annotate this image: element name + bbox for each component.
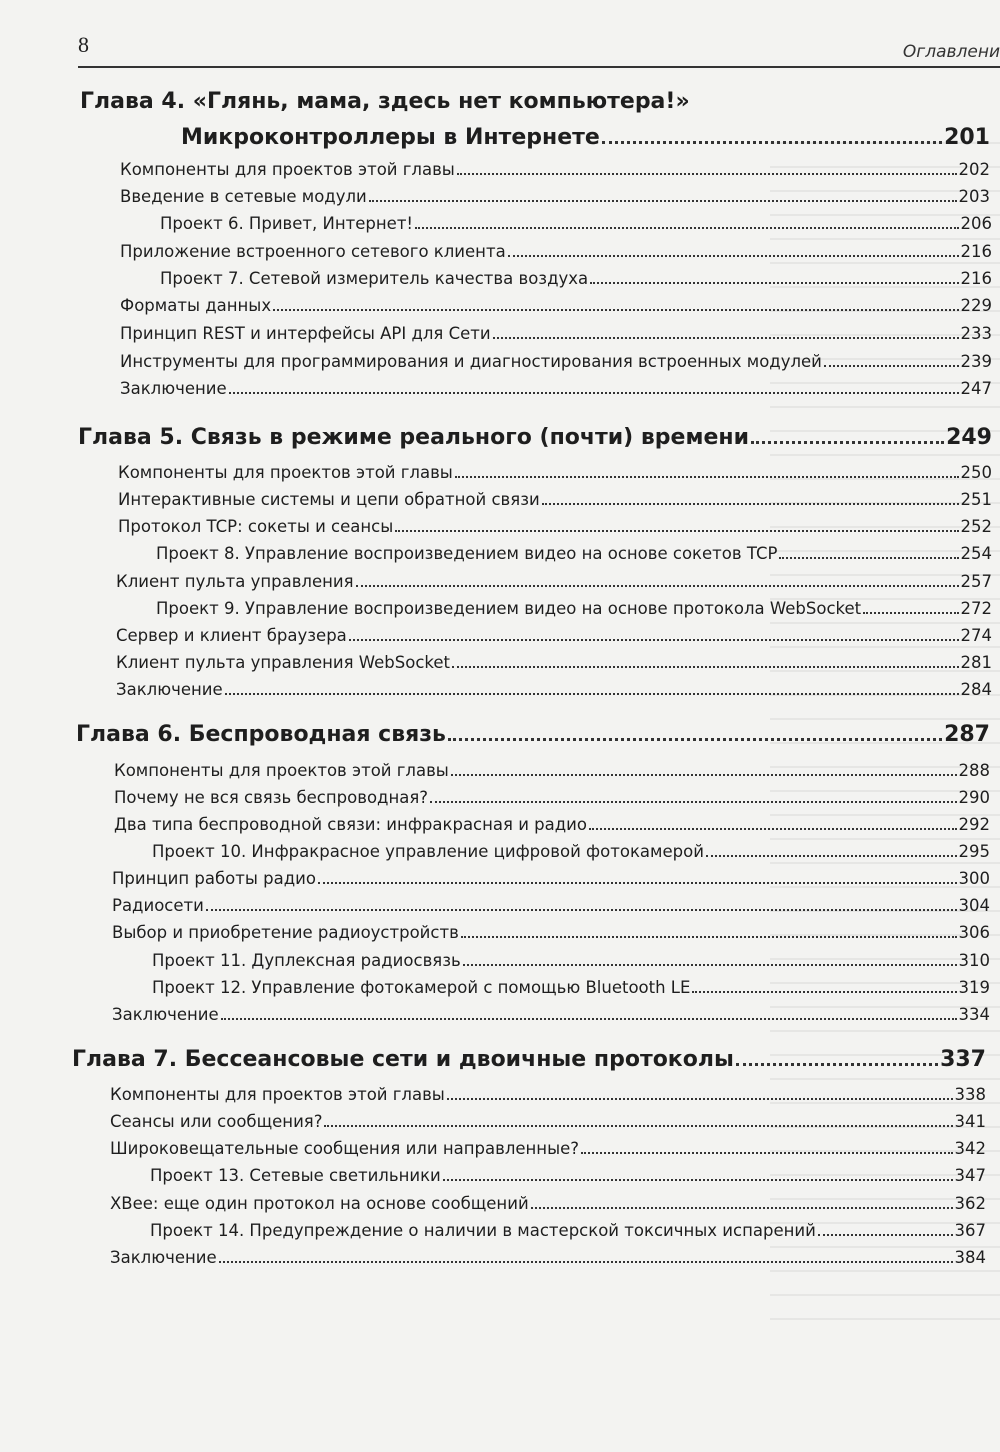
chapter-4-entry[interactable]	[181, 124, 990, 152]
entry-title: Клиент пульта управления WebSocket	[116, 653, 451, 672]
toc-entry[interactable]	[112, 1004, 990, 1026]
page-ref: 272	[960, 599, 992, 618]
toc-entry[interactable]	[118, 516, 992, 538]
page-ref: 201	[944, 125, 990, 150]
entry-title: Принцип работы радио	[112, 869, 316, 888]
dot-leader	[589, 828, 957, 830]
entry-title: Проект 14. Предупреждение о наличии в мастерской токсичных испарений	[150, 1221, 816, 1240]
chapter-title: Глава 7. Бессеансовые сети и двоичные протоколы	[72, 1047, 734, 1072]
page-ref: 249	[946, 425, 992, 450]
toc-entry[interactable]	[118, 462, 992, 484]
page-ref: 337	[940, 1047, 986, 1072]
entry-title: Компоненты для проектов этой главы	[118, 463, 453, 482]
dot-leader	[221, 1018, 957, 1020]
toc-entry[interactable]	[114, 814, 990, 836]
dot-leader	[349, 639, 959, 641]
running-title: Оглавлени	[902, 42, 1000, 62]
dot-leader	[457, 173, 957, 175]
toc-entry[interactable]	[110, 1138, 986, 1160]
toc-entry[interactable]	[118, 489, 992, 511]
toc-entry-project[interactable]	[152, 950, 990, 972]
entry-title: Форматы данных	[120, 296, 272, 315]
dot-leader	[219, 1261, 953, 1263]
chapter-title: Глава 4. «Глянь, мама, здесь нет компьютера!»	[80, 89, 690, 114]
page-number: 8	[78, 32, 89, 57]
toc-entry[interactable]	[120, 351, 992, 373]
toc-entry[interactable]	[110, 1247, 986, 1269]
entry-title: Широковещательные сообщения или направленные?	[110, 1139, 580, 1158]
page-ref: 274	[960, 626, 992, 645]
entry-title: Проект 7. Сетевой измеритель качества воздуха	[160, 269, 589, 288]
page-ref: 300	[958, 869, 990, 888]
page-ref: 292	[958, 815, 990, 834]
entry-title: Проект 13. Сетевые светильники	[150, 1166, 441, 1185]
page-ref: 384	[954, 1248, 986, 1267]
toc-entry[interactable]	[116, 625, 992, 647]
toc-entry-project[interactable]	[156, 598, 992, 620]
entry-title: Интерактивные системы и цепи обратной связи	[118, 490, 540, 509]
toc-entry-project[interactable]	[152, 841, 990, 863]
page-ref: 216	[960, 242, 992, 261]
entry-title: Заключение	[116, 680, 223, 699]
page-ref: 254	[960, 544, 992, 563]
dot-leader	[206, 909, 957, 911]
dot-leader	[590, 282, 958, 284]
dot-leader	[447, 1098, 953, 1100]
page-ref: 306	[958, 923, 990, 942]
dot-leader	[706, 855, 957, 857]
page-ref: 239	[960, 352, 992, 371]
dot-leader	[443, 1179, 953, 1181]
toc-entry[interactable]	[120, 241, 992, 263]
page-ref: 202	[958, 160, 990, 179]
chapter-5-entry[interactable]	[78, 424, 992, 452]
entry-title: Проект 10. Инфракрасное управление цифровой фотокамерой	[152, 842, 704, 861]
toc-entry-project[interactable]	[152, 977, 990, 999]
entry-title: XBee: еще один протокол на основе сообщений	[110, 1194, 529, 1213]
dot-leader	[430, 801, 956, 803]
toc-entry-project[interactable]	[150, 1165, 986, 1187]
page-ref: 290	[958, 788, 990, 807]
entry-title: Выбор и приобретение радиоустройств	[112, 923, 459, 942]
entry-title: Клиент пульта управления	[116, 572, 354, 591]
page-ref: 334	[958, 1005, 990, 1024]
dot-leader	[395, 530, 958, 532]
chapter-title: Микроконтроллеры в Интернете	[181, 125, 600, 150]
entry-title: Приложение встроенного сетевого клиента	[120, 242, 506, 261]
entry-title: Два типа беспроводной связи: инфракрасная и радио	[114, 815, 587, 834]
dot-leader	[508, 255, 959, 257]
dot-leader	[229, 392, 959, 394]
entry-title: Сервер и клиент браузера	[116, 626, 347, 645]
toc-entry-project[interactable]	[156, 543, 992, 565]
page-ref: 338	[954, 1085, 986, 1104]
dot-leader	[225, 693, 959, 695]
entry-title: Заключение	[110, 1248, 217, 1267]
dot-leader	[452, 666, 958, 668]
page-ref: 288	[958, 761, 990, 780]
dot-leader	[463, 964, 957, 966]
dot-leader	[818, 1234, 953, 1236]
toc-entry-project[interactable]	[160, 268, 992, 290]
chapter-title: Глава 6. Беспроводная связь	[76, 722, 446, 747]
dot-leader	[779, 557, 958, 559]
entry-title: Проект 11. Дуплексная радиосвязь	[152, 951, 461, 970]
chapter-6-entry[interactable]	[76, 721, 990, 749]
dot-leader	[493, 337, 959, 339]
dot-leader	[415, 227, 958, 229]
toc-entry[interactable]	[112, 922, 990, 944]
entry-title: Радиосети	[112, 896, 204, 915]
page-ref: 251	[960, 490, 992, 509]
page-ref: 347	[954, 1166, 986, 1185]
page-ref: 367	[954, 1221, 986, 1240]
page-ref: 203	[958, 187, 990, 206]
page-ref: 206	[960, 214, 992, 233]
page-ref: 287	[944, 722, 990, 747]
dot-leader	[455, 476, 959, 478]
chapter-title: Глава 5. Связь в режиме реального (почти) времени	[78, 425, 749, 450]
page-ref: 257	[960, 572, 992, 591]
chapter-4-heading-line1[interactable]	[80, 88, 690, 116]
dot-leader	[448, 738, 942, 741]
dot-leader	[602, 141, 942, 144]
entry-title: Введение в сетевые модули	[120, 187, 367, 206]
dot-leader	[324, 1125, 952, 1127]
entry-title: Компоненты для проектов этой главы	[110, 1085, 445, 1104]
entry-title: Принцип REST и интерфейсы API для Сети	[120, 324, 491, 343]
dot-leader	[356, 585, 959, 587]
page-ref: 362	[954, 1194, 986, 1213]
dot-leader	[581, 1152, 952, 1154]
page-ref: 229	[960, 296, 992, 315]
entry-title: Почему не вся связь беспроводная?	[114, 788, 429, 807]
toc-entry[interactable]	[116, 571, 992, 593]
page-ref: 284	[960, 680, 992, 699]
dot-leader	[692, 991, 956, 993]
entry-title: Протокол TCP: сокеты и сеансы	[118, 517, 394, 536]
toc-entry[interactable]	[110, 1193, 986, 1215]
toc-entry[interactable]	[112, 895, 990, 917]
toc-entry[interactable]	[116, 679, 992, 701]
entry-title: Проект 8. Управление воспроизведением видео на основе сокетов TCP	[156, 544, 778, 563]
page-ref: 295	[958, 842, 990, 861]
entry-title: Проект 9. Управление воспроизведением видео на основе протокола WebSocket	[156, 599, 862, 618]
dot-leader	[751, 441, 944, 444]
page-ref: 281	[960, 653, 992, 672]
page-ref: 341	[954, 1112, 986, 1131]
toc-entry[interactable]	[120, 186, 990, 208]
toc-entry[interactable]	[114, 760, 990, 782]
toc-entry[interactable]	[112, 868, 990, 890]
toc-entry[interactable]	[120, 159, 990, 181]
toc-entry[interactable]	[114, 787, 990, 809]
toc-entry-project[interactable]	[150, 1220, 986, 1242]
entry-title: Инструменты для программирования и диагностирования встроенных модулей	[120, 352, 822, 371]
page-ref: 252	[960, 517, 992, 536]
page-ref: 319	[958, 978, 990, 997]
entry-title: Заключение	[120, 379, 227, 398]
dot-leader	[318, 882, 957, 884]
page-ref: 310	[958, 951, 990, 970]
entry-title: Сеансы или сообщения?	[110, 1112, 323, 1131]
toc-entry[interactable]	[116, 652, 992, 674]
entry-title: Проект 6. Привет, Интернет!	[160, 214, 414, 233]
page-ref: 250	[960, 463, 992, 482]
toc-entry[interactable]	[120, 323, 992, 345]
page-ref: 233	[960, 324, 992, 343]
dot-leader	[369, 200, 957, 202]
toc-entry[interactable]	[110, 1084, 986, 1106]
dot-leader	[542, 503, 959, 505]
toc-entry-project[interactable]	[160, 213, 992, 235]
chapter-7-entry[interactable]	[72, 1046, 986, 1074]
dot-leader	[273, 309, 958, 311]
page-ref: 342	[954, 1139, 986, 1158]
toc-entry[interactable]	[120, 378, 992, 400]
entry-title: Проект 12. Управление фотокамерой с помощью Bluetooth LE	[152, 978, 691, 997]
page-ref: 216	[960, 269, 992, 288]
dot-leader	[461, 936, 957, 938]
dot-leader	[531, 1207, 953, 1209]
toc-entry[interactable]	[120, 295, 992, 317]
dot-leader	[736, 1063, 938, 1066]
page-ref: 304	[958, 896, 990, 915]
toc-entry[interactable]	[110, 1111, 986, 1133]
page-ref: 247	[960, 379, 992, 398]
entry-title: Компоненты для проектов этой главы	[114, 761, 449, 780]
entry-title: Заключение	[112, 1005, 219, 1024]
dot-leader	[451, 774, 957, 776]
dot-leader	[824, 365, 959, 367]
dot-leader	[863, 612, 958, 614]
entry-title: Компоненты для проектов этой главы	[120, 160, 455, 179]
